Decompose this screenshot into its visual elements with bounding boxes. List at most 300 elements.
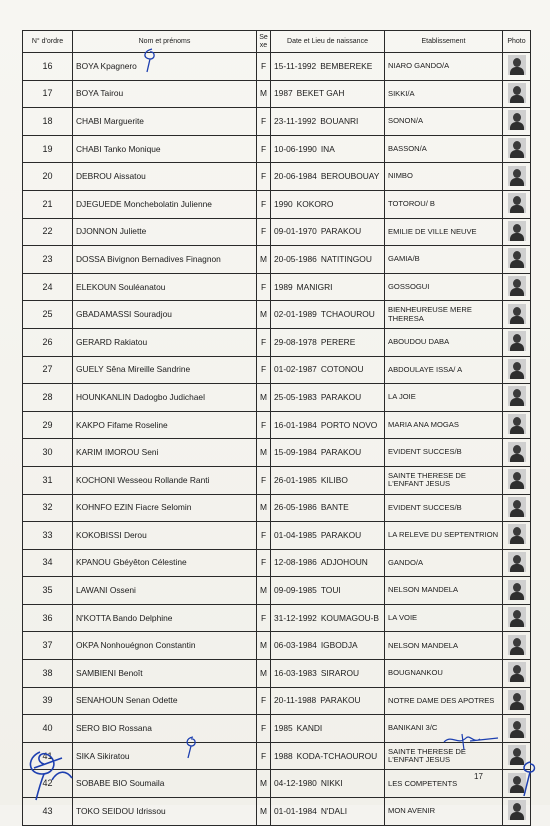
table-header-row xyxy=(23,31,531,53)
birth-date-place xyxy=(271,108,385,136)
birth-place: PARAKOU xyxy=(320,529,362,540)
full-name: SENAHOUN Senan Odette xyxy=(73,687,257,715)
birth-place: PARAKOU xyxy=(320,447,362,458)
portrait-photo xyxy=(508,83,526,103)
order-number: 32 xyxy=(23,494,73,522)
birth-place: KODA-TCHAOUROU xyxy=(296,750,378,761)
birth-date: 15-09-1984 xyxy=(274,447,317,458)
portrait-torso xyxy=(510,122,524,130)
table-row xyxy=(23,632,531,660)
school: SAINTE THERESE DE L'ENFANT JESUS xyxy=(385,742,503,770)
portrait-head xyxy=(513,307,521,316)
birth-place: PARAKOU xyxy=(320,226,362,237)
portrait-head xyxy=(513,500,521,509)
birth-date-place xyxy=(271,135,385,163)
full-name: DOSSA Bivignon Bernadives Finagnon xyxy=(73,246,257,274)
sex: F xyxy=(257,163,271,191)
portrait-photo xyxy=(508,221,526,241)
header-photo: Photo xyxy=(503,31,531,53)
school: LA JOIE xyxy=(385,384,503,412)
school: LA RELEVE DU SEPTENTRION xyxy=(385,522,503,550)
portrait-head xyxy=(513,610,521,619)
photo-cell xyxy=(503,190,531,218)
portrait-photo xyxy=(508,552,526,572)
order-number: 20 xyxy=(23,163,73,191)
birth-date-place xyxy=(271,660,385,688)
portrait-head xyxy=(513,251,521,260)
birth-date: 09-01-1970 xyxy=(274,226,317,237)
table-row xyxy=(23,190,531,218)
order-number: 34 xyxy=(23,549,73,577)
birth-date: 04-12-1980 xyxy=(274,778,317,789)
candidates-table xyxy=(22,30,531,826)
birth-date-place xyxy=(271,439,385,467)
order-number: 23 xyxy=(23,246,73,274)
birth-place: KANDI xyxy=(296,723,323,734)
school: GANDO/A xyxy=(385,549,503,577)
birth-date: 23-11-1992 xyxy=(274,115,317,126)
sex: M xyxy=(257,660,271,688)
school: BIENHEUREUSE MERE THERESA xyxy=(385,301,503,329)
school: NOTRE DAME DES APOTRES xyxy=(385,687,503,715)
portrait-torso xyxy=(510,536,524,544)
portrait-torso xyxy=(510,509,524,517)
portrait-photo xyxy=(508,55,526,75)
birth-date-place xyxy=(271,218,385,246)
photo-cell xyxy=(503,328,531,356)
school: MARIA ANA MOGAS xyxy=(385,411,503,439)
birth-date: 02-01-1989 xyxy=(274,309,317,320)
portrait-torso xyxy=(510,288,524,296)
birth-date-place xyxy=(271,494,385,522)
birth-date: 01-04-1985 xyxy=(274,529,317,540)
photo-cell xyxy=(503,715,531,743)
birth-date-place xyxy=(271,577,385,605)
portrait-torso xyxy=(510,812,524,820)
order-number: 33 xyxy=(23,522,73,550)
order-number: 27 xyxy=(23,356,73,384)
portrait-head xyxy=(513,389,521,398)
birth-date: 1990 xyxy=(274,198,293,209)
portrait-photo xyxy=(508,635,526,655)
photo-cell xyxy=(503,439,531,467)
portrait-torso xyxy=(510,702,524,710)
sex: M xyxy=(257,246,271,274)
photo-cell xyxy=(503,798,531,826)
school: GAMIA/B xyxy=(385,246,503,274)
portrait-photo xyxy=(508,359,526,379)
photo-cell xyxy=(503,604,531,632)
full-name: DEBROU Aissatou xyxy=(73,163,257,191)
birth-date: 01-01-1984 xyxy=(274,805,317,816)
birth-date: 31-12-1992 xyxy=(274,612,317,623)
order-number: 19 xyxy=(23,135,73,163)
photo-cell xyxy=(503,411,531,439)
portrait-head xyxy=(513,417,521,426)
portrait-photo xyxy=(508,690,526,710)
portrait-photo xyxy=(508,248,526,268)
portrait-head xyxy=(513,555,521,564)
birth-date: 01-02-1987 xyxy=(274,364,317,375)
birth-date: 20-05-1986 xyxy=(274,253,317,264)
photo-cell xyxy=(503,301,531,329)
full-name: BOYA Kpagnero xyxy=(73,53,257,81)
birth-date: 26-01-1985 xyxy=(274,474,317,485)
birth-date: 16-03-1983 xyxy=(274,667,317,678)
portrait-torso xyxy=(510,150,524,158)
photo-cell xyxy=(503,356,531,384)
sex: F xyxy=(257,411,271,439)
birth-date: 10-06-1990 xyxy=(274,143,317,154)
sex: M xyxy=(257,439,271,467)
sex: M xyxy=(257,384,271,412)
photo-cell xyxy=(503,273,531,301)
school: NELSON MANDELA xyxy=(385,632,503,660)
portrait-head xyxy=(513,196,521,205)
birth-date-place xyxy=(271,328,385,356)
portrait-photo xyxy=(508,386,526,406)
birth-place: MANIGRI xyxy=(296,281,333,292)
school: GOSSOGUI xyxy=(385,273,503,301)
signature-mark-row-16 xyxy=(138,46,162,74)
sex: F xyxy=(257,742,271,770)
birth-date-place xyxy=(271,687,385,715)
school: MON AVENIR xyxy=(385,798,503,826)
birth-place: KILIBO xyxy=(320,474,348,485)
photo-cell xyxy=(503,687,531,715)
table-row xyxy=(23,108,531,136)
order-number: 30 xyxy=(23,439,73,467)
table-row xyxy=(23,135,531,163)
table-row xyxy=(23,660,531,688)
birth-place: INA xyxy=(320,143,335,154)
table-row xyxy=(23,53,531,81)
photo-cell xyxy=(503,494,531,522)
photo-cell xyxy=(503,466,531,494)
header-school: Etablissement xyxy=(385,31,503,53)
full-name: DJONNON Juliette xyxy=(73,218,257,246)
photo-cell xyxy=(503,246,531,274)
sex: M xyxy=(257,80,271,108)
birth-date: 12-08-1986 xyxy=(274,557,317,568)
portrait-photo xyxy=(508,580,526,600)
signature-scrawl-school xyxy=(440,728,502,754)
birth-date: 1989 xyxy=(274,281,293,292)
birth-place: BEMBEREKE xyxy=(320,60,373,71)
sex: M xyxy=(257,301,271,329)
portrait-head xyxy=(513,334,521,343)
full-name: CHABI Tanko Monique xyxy=(73,135,257,163)
birth-date-place xyxy=(271,356,385,384)
birth-place: SIRAROU xyxy=(320,667,360,678)
table-row xyxy=(23,466,531,494)
table-row xyxy=(23,273,531,301)
portrait-torso xyxy=(510,205,524,213)
table-row xyxy=(23,163,531,191)
portrait-head xyxy=(513,721,521,730)
birth-date: 29-08-1978 xyxy=(274,336,317,347)
sex: F xyxy=(257,715,271,743)
portrait-head xyxy=(513,638,521,647)
portrait-photo xyxy=(508,524,526,544)
birth-place: N'DALI xyxy=(320,805,348,816)
portrait-torso xyxy=(510,233,524,241)
portrait-torso xyxy=(510,481,524,489)
school: EVIDENT SUCCES/B xyxy=(385,494,503,522)
order-number: 31 xyxy=(23,466,73,494)
school: TOTOROU/ B xyxy=(385,190,503,218)
birth-date-place xyxy=(271,301,385,329)
birth-date-place xyxy=(271,411,385,439)
order-number: 40 xyxy=(23,715,73,743)
sex: F xyxy=(257,190,271,218)
photo-cell xyxy=(503,384,531,412)
school: LA VOIE xyxy=(385,604,503,632)
birth-date: 25-05-1983 xyxy=(274,391,317,402)
full-name: KOKOBISSI Derou xyxy=(73,522,257,550)
table-row xyxy=(23,80,531,108)
table-row xyxy=(23,604,531,632)
sex: M xyxy=(257,770,271,798)
birth-place: NATITINGOU xyxy=(320,253,372,264)
school: SONON/A xyxy=(385,108,503,136)
portrait-head xyxy=(513,86,521,95)
birth-place: NIKKI xyxy=(320,778,343,789)
table-row xyxy=(23,439,531,467)
sex: F xyxy=(257,108,271,136)
sex: F xyxy=(257,356,271,384)
full-name: BOYA Tairou xyxy=(73,80,257,108)
full-name: KAKPO Fifame Roseline xyxy=(73,411,257,439)
birth-place: TCHAOUROU xyxy=(320,309,375,320)
portrait-photo xyxy=(508,442,526,462)
sex: F xyxy=(257,466,271,494)
portrait-torso xyxy=(510,647,524,655)
order-number: 25 xyxy=(23,301,73,329)
school: EMILIE DE VILLE NEUVE xyxy=(385,218,503,246)
photo-cell xyxy=(503,53,531,81)
portrait-torso xyxy=(510,454,524,462)
full-name: KOCHONI Wesseou Rollande Ranti xyxy=(73,466,257,494)
birth-date-place xyxy=(271,522,385,550)
table-row xyxy=(23,411,531,439)
full-name: OKPA Nonhouégnon Constantin xyxy=(73,632,257,660)
sex: F xyxy=(257,549,271,577)
order-number: 16 xyxy=(23,53,73,81)
school: BOUGNANKOU xyxy=(385,660,503,688)
photo-cell xyxy=(503,660,531,688)
school: SAINTE THERESE DE L'ENFANT JESUS xyxy=(385,466,503,494)
order-number: 35 xyxy=(23,577,73,605)
photo-cell xyxy=(503,549,531,577)
portrait-torso xyxy=(510,619,524,627)
portrait-photo xyxy=(508,718,526,738)
birth-place: KOUMAGOU-B xyxy=(320,612,380,623)
sex: F xyxy=(257,273,271,301)
page-number: 17 xyxy=(474,772,483,781)
birth-date-place xyxy=(271,190,385,218)
full-name: N'KOTTA Bando Delphine xyxy=(73,604,257,632)
portrait-photo xyxy=(508,800,526,820)
birth-date-place xyxy=(271,770,385,798)
photo-cell xyxy=(503,163,531,191)
order-number: 36 xyxy=(23,604,73,632)
table-row xyxy=(23,328,531,356)
portrait-torso xyxy=(510,67,524,75)
portrait-photo xyxy=(508,497,526,517)
portrait-head xyxy=(513,141,521,150)
table-row xyxy=(23,577,531,605)
sex: F xyxy=(257,135,271,163)
table-body xyxy=(23,53,531,826)
portrait-torso xyxy=(510,178,524,186)
header-order-number: N° d'ordre xyxy=(23,31,73,53)
signature-mark-row-43 xyxy=(180,734,202,760)
sex: F xyxy=(257,218,271,246)
order-number: 38 xyxy=(23,660,73,688)
portrait-torso xyxy=(510,398,524,406)
sex: M xyxy=(257,577,271,605)
full-name: TOKO SEIDOU Idrissou xyxy=(73,798,257,826)
portrait-torso xyxy=(510,371,524,379)
full-name: GBADAMASSI Souradjou xyxy=(73,301,257,329)
portrait-head xyxy=(513,279,521,288)
birth-date: 06-03-1984 xyxy=(274,640,317,651)
portrait-head xyxy=(513,362,521,371)
portrait-head xyxy=(513,224,521,233)
full-name: KOHNFO EZIN Fiacre Selomin xyxy=(73,494,257,522)
birth-date-place xyxy=(271,632,385,660)
table-row xyxy=(23,687,531,715)
birth-place: IGBODJA xyxy=(320,640,358,651)
table-row xyxy=(23,798,531,826)
portrait-torso xyxy=(510,426,524,434)
full-name: CHABI Marguerite xyxy=(73,108,257,136)
birth-place: TOUI xyxy=(320,585,341,596)
order-number: 41 xyxy=(23,742,73,770)
portrait-torso xyxy=(510,592,524,600)
birth-date-place xyxy=(271,163,385,191)
portrait-torso xyxy=(510,95,524,103)
portrait-head xyxy=(513,527,521,536)
birth-date: 16-01-1984 xyxy=(274,419,317,430)
table-row xyxy=(23,218,531,246)
photo-cell xyxy=(503,135,531,163)
portrait-torso xyxy=(510,564,524,572)
portrait-photo xyxy=(508,276,526,296)
birth-place: KOKORO xyxy=(296,198,334,209)
photo-cell xyxy=(503,522,531,550)
birth-place: PERERE xyxy=(320,336,356,347)
birth-date-place xyxy=(271,466,385,494)
header-name: Nom et prénoms xyxy=(73,31,257,53)
full-name: GUELY Sêna Mireille Sandrine xyxy=(73,356,257,384)
portrait-photo xyxy=(508,607,526,627)
portrait-head xyxy=(513,169,521,178)
portrait-head xyxy=(513,665,521,674)
school: NIMBO xyxy=(385,163,503,191)
birth-date-place xyxy=(271,549,385,577)
portrait-torso xyxy=(510,730,524,738)
birth-date-place xyxy=(271,53,385,81)
sex: F xyxy=(257,53,271,81)
birth-date-place xyxy=(271,742,385,770)
table-row xyxy=(23,246,531,274)
birth-date-place xyxy=(271,273,385,301)
order-number: 43 xyxy=(23,798,73,826)
full-name: KPANOU Gbéyêton Célestine xyxy=(73,549,257,577)
birth-date-place xyxy=(271,384,385,412)
portrait-photo xyxy=(508,193,526,213)
full-name: DJEGUEDE Monchebolatin Julienne xyxy=(73,190,257,218)
portrait-photo xyxy=(508,414,526,434)
order-number: 26 xyxy=(23,328,73,356)
portrait-photo xyxy=(508,469,526,489)
school: SIKKI/A xyxy=(385,80,503,108)
header-birth: Date et Lieu de naissance xyxy=(271,31,385,53)
birth-date-place xyxy=(271,80,385,108)
signature-initials-left xyxy=(22,740,82,802)
school: ABDOULAYE ISSA/ A xyxy=(385,356,503,384)
portrait-photo xyxy=(508,304,526,324)
sex: F xyxy=(257,604,271,632)
sex: M xyxy=(257,494,271,522)
portrait-torso xyxy=(510,674,524,682)
birth-date-place xyxy=(271,246,385,274)
portrait-torso xyxy=(510,343,524,351)
school: ABOUDOU DABA xyxy=(385,328,503,356)
portrait-torso xyxy=(510,316,524,324)
photo-cell xyxy=(503,80,531,108)
birth-place: PORTO NOVO xyxy=(320,419,378,430)
birth-place: BEKET GAH xyxy=(296,88,345,99)
order-number: 42 xyxy=(23,770,73,798)
order-number: 21 xyxy=(23,190,73,218)
school: EVIDENT SUCCES/B xyxy=(385,439,503,467)
birth-date: 1988 xyxy=(274,750,293,761)
school: BANIKANI 3/C xyxy=(385,715,503,743)
birth-place: ADJOHOUN xyxy=(320,557,368,568)
full-name: KARIM IMOROU Seni xyxy=(73,439,257,467)
birth-place: PARAKOU xyxy=(320,391,362,402)
photo-cell xyxy=(503,218,531,246)
full-name: GERARD Rakiatou xyxy=(73,328,257,356)
birth-date: 26-05-1986 xyxy=(274,502,317,513)
portrait-head xyxy=(513,693,521,702)
order-number: 29 xyxy=(23,411,73,439)
birth-date-place xyxy=(271,715,385,743)
table-row xyxy=(23,384,531,412)
order-number: 37 xyxy=(23,632,73,660)
birth-date: 15-11-1992 xyxy=(274,60,317,71)
full-name: LAWANI Osseni xyxy=(73,577,257,605)
portrait-torso xyxy=(510,260,524,268)
birth-place: COTONOU xyxy=(320,364,364,375)
birth-date-place xyxy=(271,798,385,826)
table-row xyxy=(23,301,531,329)
signature-initials-right xyxy=(512,758,542,798)
portrait-head xyxy=(513,472,521,481)
school: BASSON/A xyxy=(385,135,503,163)
sex: F xyxy=(257,522,271,550)
birth-date: 1985 xyxy=(274,723,293,734)
full-name: SERO BIO Rossana xyxy=(73,715,257,743)
table-row xyxy=(23,549,531,577)
full-name: SIKA Sikiratou xyxy=(73,742,257,770)
school: NELSON MANDELA xyxy=(385,577,503,605)
portrait-head xyxy=(513,58,521,67)
photo-cell xyxy=(503,632,531,660)
